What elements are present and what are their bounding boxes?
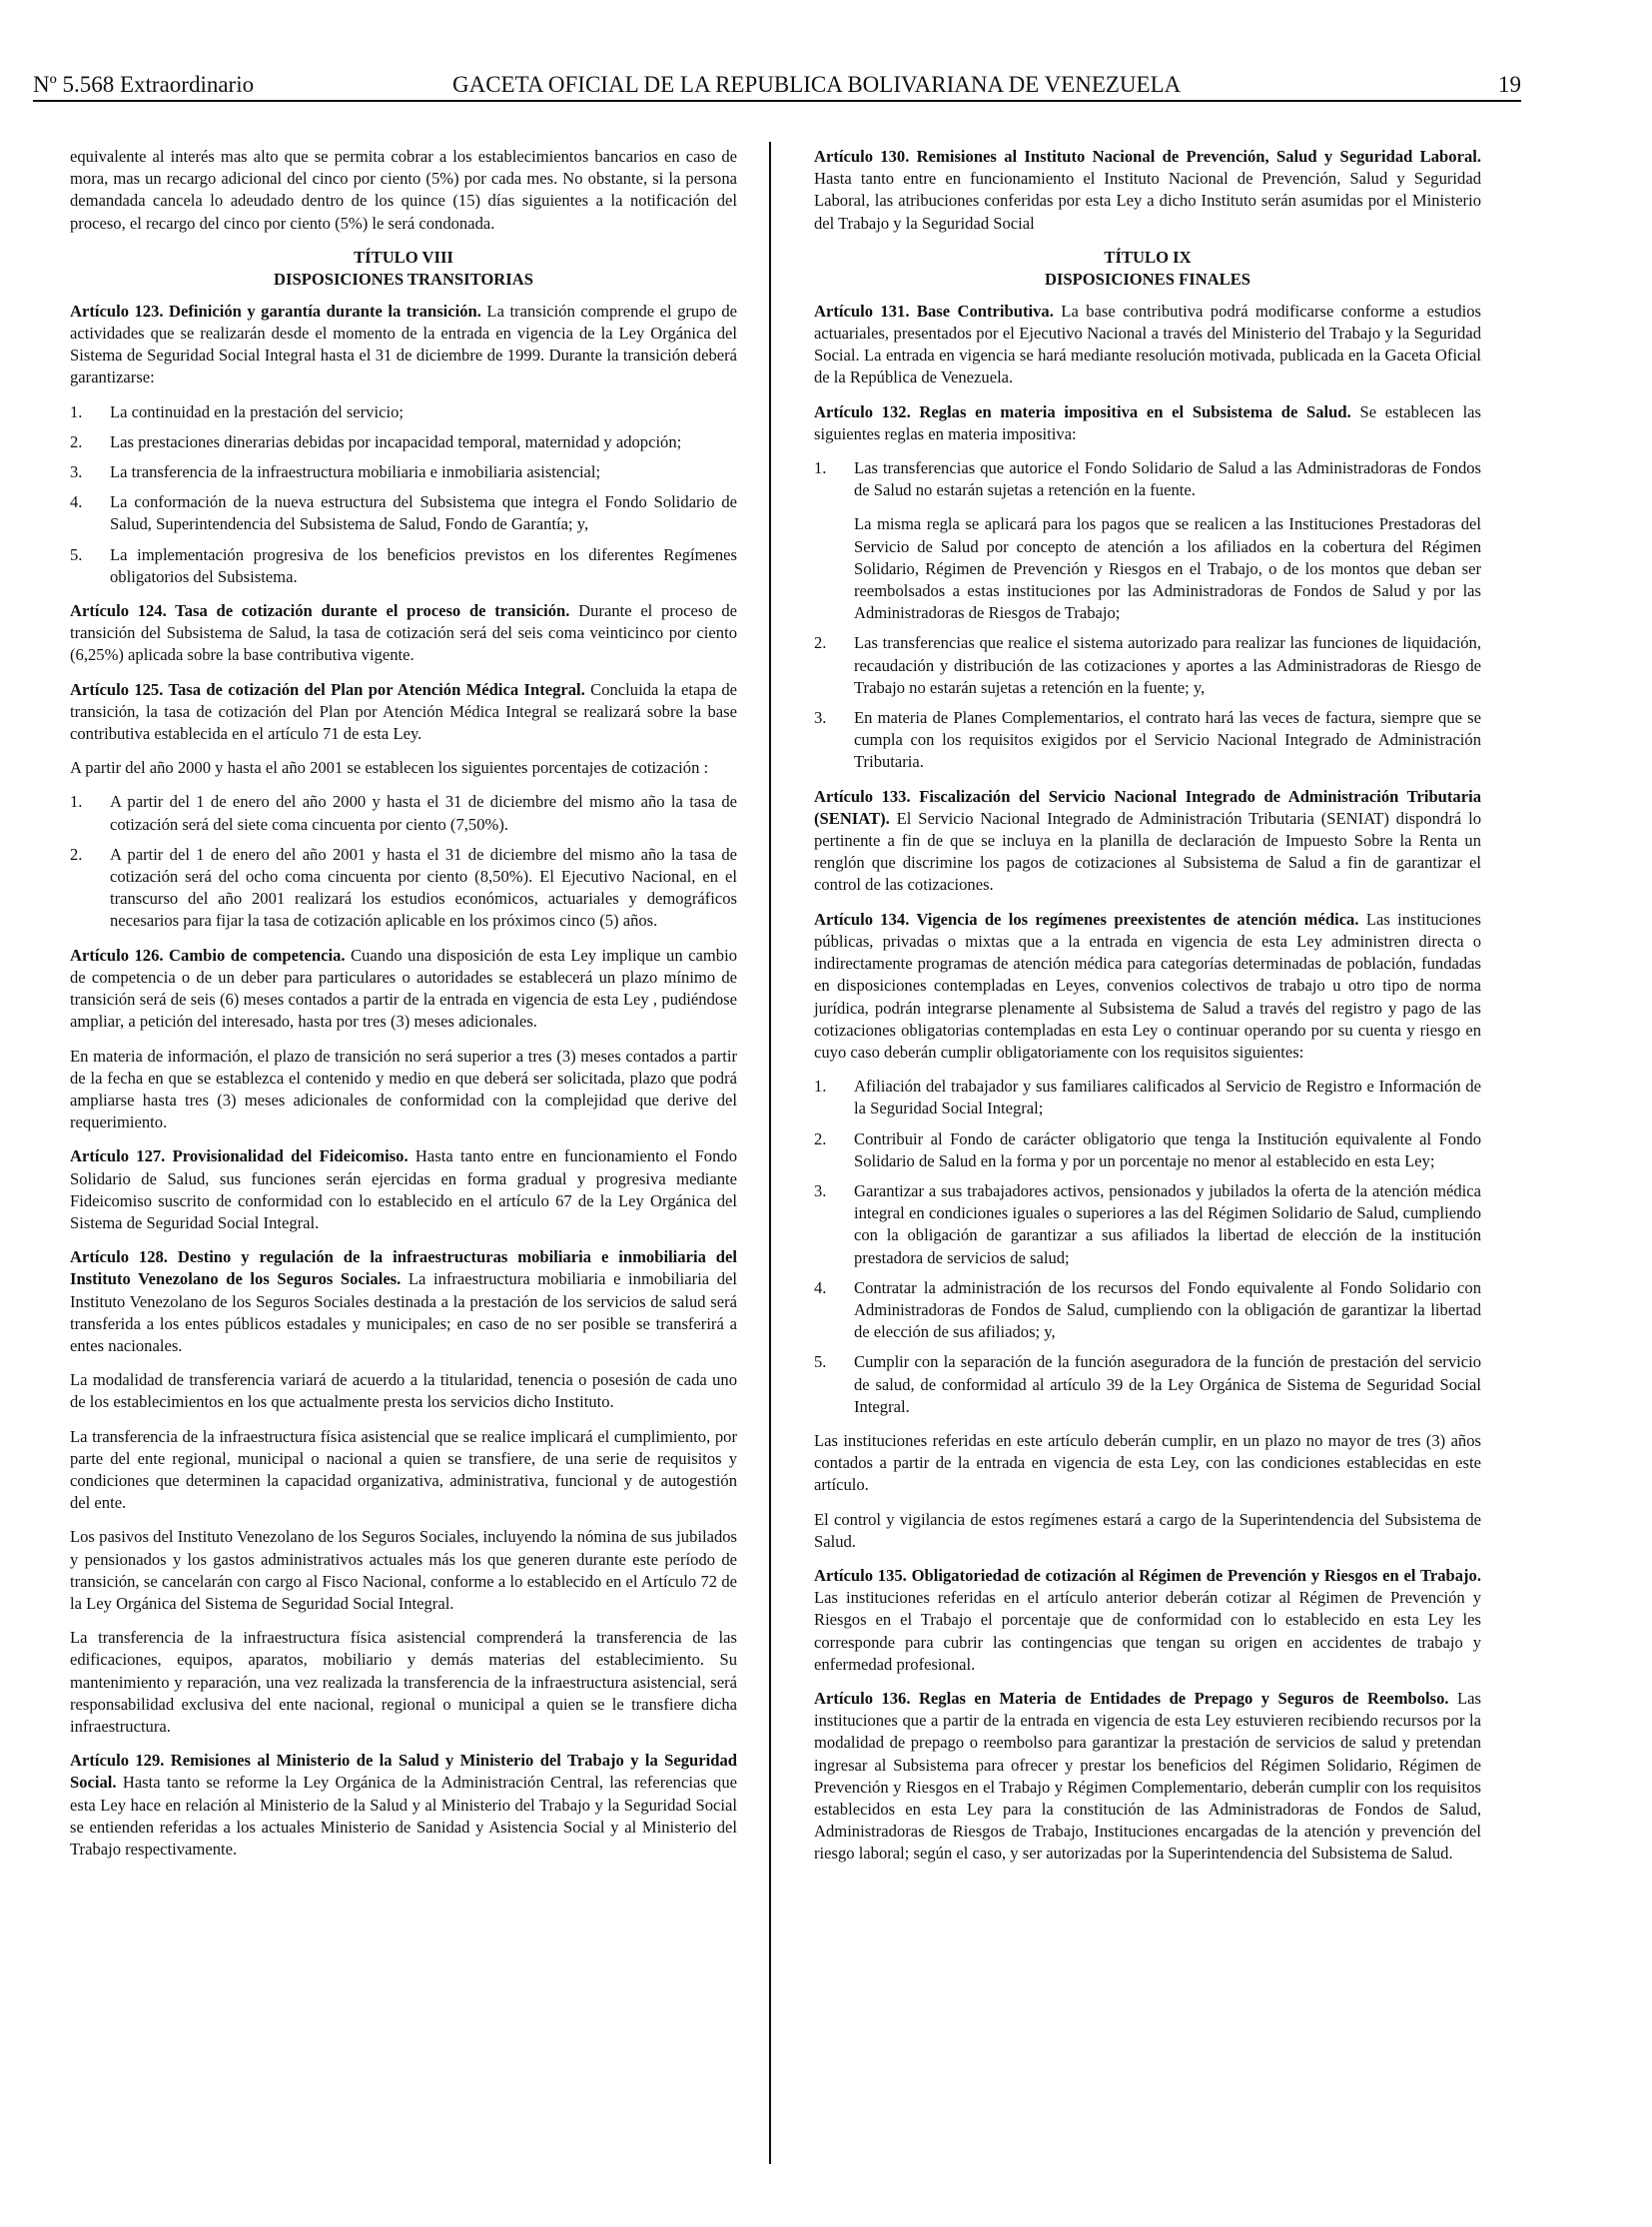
article-125-text: Concluida la etapa de transición, la tasa de cotización del Plan por Atención Médica Integral se realizará sobre la base contributiva establecida en el artículo 71 de esta Ley. [70,679,737,744]
article-134-heading: Artículo 134. Vigencia de los regímenes preexistentes de atención médica. [814,909,1359,929]
list-text: La transferencia de la infraestructura mobiliaria e inmobiliaria asistencial; [110,462,601,482]
article-124-heading: Artículo 124. Tasa de cotización durante el proceso de transición. [70,601,570,621]
article-127-text: Hasta tanto entre en funcionamiento el Fondo Solidario de Salud, sus funciones serán ejercidas en forma gradual y progresiva mediante Fideicomiso suscrito de conformidad con lo establecido en el artículo 67 de la Ley Orgánica del Sistema de Seguridad Social Integral. [70,1146,737,1232]
article-127-heading: Artículo 127. Provisionalidad del Fideicomiso. [70,1146,409,1166]
list-number: 4. [814,1277,827,1297]
article-128-paragraph-4: Los pasivos del Instituto Venezolano de los Seguros Sociales, incluyendo la nómina de sus jubilados y pensionados y los gastos administrativos actuales más los que generen durante este período de transición, se cancelarán con cargo al Fisco Nacional, conforme a lo establecido en el Artículo 72 de la Ley Orgánica del Sistema de Seguridad Social Integral. [70,1527,737,1613]
article-128-paragraph-3: La transferencia de la infraestructura física asistencial que se realice implicará el cumplimiento, por parte del ente regional, municipal o nacional a quien se transfiere, de una serie de requisitos y condiciones que determinen la capacidad organizativa, administrativa, funcional y de autogestión del ente. [70,1426,737,1513]
list-item [70,401,737,423]
article-132-list [814,457,1481,774]
article-123-list [70,401,737,588]
article-123-text: La transición comprende el grupo de actividades que se realizarán desde el momento de la entrada en vigencia de la Ley Orgánica del Sistema de Seguridad Social Integral hasta el 31 de diciembre de 1999. Durante la transición deberá garantizarse: [70,301,737,387]
list-number: 3. [814,708,827,728]
article-129 [70,1750,737,1860]
list-text: Las transferencias que realice el sistema autorizado para realizar las funciones de liquidación, recaudación y distribución de las cotizaciones y aportes a las Administradoras de Riesgo de Trabajo no estarán sujetas a retención en la fuente; y, [854,633,1481,697]
article-130-heading: Artículo 130. Remisiones al Instituto Nacional de Prevención, Salud y Seguridad Laboral. [814,147,1481,166]
article-130 [814,146,1481,235]
list-text: A partir del 1 de enero del año 2000 y hasta el 31 de diciembre del mismo año la tasa de cotización será del siete coma cincuenta por ciento (7,50%). [110,792,737,834]
list-text: Afiliación del trabajador y sus familiares calificados al Servicio de Registro e Información de la Seguridad Social Integral; [854,1077,1481,1118]
list-item [814,707,1481,774]
article-123 [70,301,737,389]
article-135-text: Las instituciones referidas en el artículo anterior deberán cotizar al Régimen de Prevención y Riesgos en el Trabajo el porcentaje que de conformidad con lo establecido en esta Ley les corresponde para cubrir las contingencias que tengan su origen en accidentes de trabajo y enfermedad profesional. [814,1588,1481,1674]
article-126-text: Cuando una disposición de esta Ley implique un cambio de competencia o de un deber para particulares o autoridades se establecerá un plazo mínimo de transición será de seis (6) meses contados a partir de la entrada en vigencia de esta Ley , pudiéndose ampliar, a petición del interesado, hasta por tres (3) meses adicionales. [70,945,737,1032]
article-127 [70,1145,737,1234]
article-132-heading: Artículo 132. Reglas en materia impositiva en el Subsistema de Salud. [814,401,1351,421]
intro-paragraph: equivalente al interés mas alto que se permita cobrar a los establecimientos bancarios en caso de mora, mas un recargo adicional del cinco por ciento (5%) por cada mes. No obstante, si la persona demandada cancela lo adeudado dentro de los quince (15) días siguientes a la notificación del proceso, el recargo del cinco por ciento (5%) le será condonada. [70,147,737,233]
list-item [70,791,737,835]
list-item [70,844,737,933]
article-126-heading: Artículo 126. Cambio de competencia. [70,945,346,965]
article-132-text: Se establecen las siguientes reglas en materia impositiva: [814,401,1481,443]
article-133-heading: Artículo 133. Fiscalización del Servicio Nacional Integrado de Administración Tributaria (SENIAT). [814,786,1481,828]
list-text-main: Las transferencias que autorice el Fondo Solidario de Salud a las Administradoras de Fondos de Salud no estarán sujetas a retención en la fuente. [854,458,1481,500]
list-text: Contratar la administración de los recursos del Fondo equivalente al Fondo Solidario con Administradoras de Fondos de Salud, cumpliendo con la obligación de garantizar la libertad de elección de sus afiliados; y, [854,1277,1481,1342]
article-135 [814,1565,1481,1676]
right-column [814,146,1481,1877]
list-text: Garantizar a sus trabajadores activos, pensionados y jubilados la oferta de la atención médica integral en condiciones iguales o superiores a las del Régimen Solidario de Salud, cumpliendo con la obligación de garantizar a sus afiliados la libertad de elección de la institución prestadora de servicios de salud; [854,1180,1481,1267]
list-item [70,491,737,535]
page-number: 19 [1498,72,1521,97]
article-129-heading: Artículo 129. Remisiones al Ministerio de la Salud y Ministerio del Trabajo y la Seguridad Social. [70,1751,737,1793]
list-item [814,1076,1481,1119]
article-136 [814,1688,1481,1865]
list-text: En materia de Planes Complementarios, el contrato hará las veces de factura, siempre que se cumpla con los requisitos exigidos por el Servicio Nacional Integrado de Administración Tributaria. [854,708,1481,772]
list-item [814,457,1481,624]
list-number: 3. [814,1180,827,1200]
list-text-continuation: La misma regla se aplicará para los pagos que se realicen a las Instituciones Prestadoras del Servicio de Salud por concepto de atención a los afiliados en la cobertura del Régimen Solidario, Régimen de Prevención y Riesgos en el Trabajo, o de los montos que deban ser reembolsados a estas instituciones por las Administradoras de Fondos de Salud y por las Administradoras de Riesgos de Trabajo; [854,514,1481,623]
list-item [814,1128,1481,1172]
article-128-heading: Artículo 128. Destino y regulación de la infraestructuras mobiliaria e inmobiliaria del Instituto Venezolano de los Seguros Sociales. [70,1247,737,1289]
issue-number: Nº 5.568 Extraordinario [33,72,255,97]
title-viii-subheading: DISPOSICIONES TRANSITORIAS [274,269,533,289]
title-viii [70,247,737,291]
article-131 [814,301,1481,389]
article-123-heading: Artículo 123. Definición y garantía durante la transición. [70,301,481,321]
list-number: 5. [814,1352,827,1372]
list-number: 4. [70,492,83,512]
article-124 [70,600,737,667]
list-item [814,1277,1481,1344]
article-128-paragraph-2: La modalidad de transferencia variará de acuerdo a la titularidad, tenencia o posesión de cada uno de los establecimientos en los que actualmente presta los servicios dicho Instituto. [70,1370,737,1412]
article-124-text: Durante el proceso de transición del Subsistema de Salud, la tasa de cotización será del seis coma veinticinco por ciento (6,25%) aplicada sobre la base contributiva vigente. [70,601,738,665]
list-number: 1. [814,1077,827,1097]
article-136-heading: Artículo 136. Reglas en Materia de Entidades de Prepago y Seguros de Reembolso. [814,1688,1449,1708]
title-viii-heading: TÍTULO VIII [354,247,453,267]
article-126-paragraph-2: En materia de información, el plazo de transición no será superior a tres (3) meses contados a partir de la fecha en que se establezca el contenido y medio en que deberá ser solicitada, plazo que podrá ampliarse hasta tres (3) meses adicionales de conformidad con la complejidad que derive del requerimiento. [70,1046,737,1132]
list-text: La implementación progresiva de los beneficios previstos en los diferentes Regímenes obligatorios del Subsistema. [110,544,737,586]
list-item [70,461,737,483]
list-number: 1. [814,458,827,478]
list-text: Cumplir con la separación de la función aseguradora de la función de prestación del servicio de salud, de conformidad al artículo 39 de la Ley Orgánica de Sistema de Seguridad Social Integral. [854,1352,1481,1416]
list-number: 5. [70,544,83,564]
list-number: 2. [70,431,83,451]
article-128-text: La infraestructura mobiliaria e inmobiliaria del Instituto Venezolano de los Seguros Sociales destinada a la prestación de los servicios de salud será transferida a los entes públicos estadales y municipales; en caso de no ser posible se transferirá a entes nacionales. [70,1269,738,1355]
list-item [70,544,737,588]
article-125-list [70,791,737,932]
article-129-text: Hasta tanto se reforme la Ley Orgánica de la Administración Central, las referencias que esta Ley hace en relación al Ministerio de la Salud y al Ministerio del Trabajo y la Seguridad Social se entienden referidas a los actuales Ministerio de Sanidad y Asistencia Social y al Ministerio del Trabajo respectivamente. [70,1773,737,1858]
list-number: 1. [70,792,83,812]
article-128 [70,1246,737,1357]
article-125-heading: Artículo 125. Tasa de cotización del Plan por Atención Médica Integral. [70,679,585,699]
list-item [814,1180,1481,1269]
title-ix-heading: TÍTULO IX [1104,247,1192,267]
article-126 [70,945,737,1034]
list-text: Las prestaciones dinerarias debidas por incapacidad temporal, maternidad y adopción; [110,431,682,451]
article-134-text: Las instituciones públicas, privadas o mixtas que a la entrada en vigencia de esta Ley administren directa o indirectamente programas de atención médica para categorías determinadas de población, fundadas en disposiciones contempladas en Leyes, convenios colectivos de trabajo u otro tipo de norma jurídica, podrán integrarse plenamente al Subsistema de Salud a través del registro y pago de las cotizaciones obligatorias contempladas en esta Ley o continuar operando por su cuenta y riesgo en cuyo caso deberán cumplir obligatoriamente con los requisitos siguientes: [814,909,1482,1062]
list-number: 2. [814,633,827,653]
article-132 [814,401,1481,445]
list-number: 3. [70,462,83,482]
article-134-paragraph-2: Las instituciones referidas en este artículo deberán cumplir, en un plazo no mayor de tres (3) años contados a partir de la entrada en vigencia de esta Ley, con las condiciones establecidas en este artículo. [814,1430,1481,1495]
column-divider [769,142,771,2164]
article-128-paragraph-5: La transferencia de la infraestructura física asistencial comprenderá la transferencia de las edificaciones, equipos, aparatos, mobiliario y demás materias del establecimiento. Su mantenimiento y reparación, una vez realizada la transferencia de la infraestructura asistencial, será responsabilidad exclusiva del ente nacional, regional o municipal a quien se le transfiere dicha infraestructura. [70,1628,737,1736]
list-number: 2. [70,844,83,864]
list-text: A partir del 1 de enero del año 2001 y hasta el 31 de diciembre del mismo año la tasa de cotización será del ocho coma cincuenta por ciento (8,50%). El Ejecutivo Nacional, en el transcurso del año 2001 realizará los estudios económicos, actuariales y demográficos necesarios para fijar la tasa de cotización aplicable en los próximos cinco (5) años. [110,844,737,931]
article-131-heading: Artículo 131. Base Contributiva. [814,301,1054,321]
list-number: 2. [814,1128,827,1148]
list-number: 1. [70,401,83,421]
list-item [814,1351,1481,1418]
article-125-paragraph-2: A partir del año 2000 y hasta el año 2001 se establecen los siguientes porcentajes de cotización : [70,758,709,778]
article-134-paragraph-3: El control y vigilancia de estos regímenes estará a cargo de la Superintendencia del Subsistema de Salud. [814,1509,1481,1551]
list-item [70,431,737,453]
article-130-text: Hasta tanto entre en funcionamiento el Instituto Nacional de Prevención, Salud y Seguridad Laboral, las atribuciones conferidas por esta Ley a dicho Instituto serán asumidas por el Ministerio del Trabajo y la Seguridad Social [814,169,1481,233]
list-text: La conformación de la nueva estructura del Subsistema que integra el Fondo Solidario de Salud, Superintendencia del Subsistema de Salud, Fondo de Garantía; y, [110,492,737,534]
page-header [33,70,1521,102]
article-135-heading: Artículo 135. Obligatoriedad de cotización al Régimen de Prevención y Riesgos en el Trabajo. [814,1565,1481,1585]
article-125 [70,679,737,746]
gazette-title: GACETA OFICIAL DE LA REPUBLICA BOLIVARIANA DE VENEZUELA [452,72,1182,97]
article-134-list [814,1076,1481,1418]
list-text [854,457,1481,624]
article-133 [814,786,1481,897]
left-column [70,146,737,1872]
article-134 [814,909,1481,1064]
title-ix-subheading: DISPOSICIONES FINALES [1044,269,1251,289]
article-131-text: La base contributiva podrá modificarse conforme a estudios actuariales, presentados por el Ejecutivo Nacional a través del Ministerio del Trabajo y la Seguridad Social. La entrada en vigencia se hará mediante resolución motivada, publicada en la Gaceta Oficial de la República de Venezuela. [814,301,1481,387]
list-text: La continuidad en la prestación del servicio; [110,401,404,421]
article-136-text: Las instituciones que a partir de la entrada en vigencia de esta Ley estuvieren recibiendo recursos por la modalidad de prepago o reembolso para garantizar la prestación de servicios de salud y pretendan ingresar al Subsistema para ofrecer y prestar los beneficios del Régimen Solidario, Régimen de Prevención y Riesgos en el Trabajo y Régimen Complementario, deberán cumplir con los requisitos establecidos en esta Ley para la constitución de las Administradoras de Fondos de Salud, Administradoras de Riesgos de Trabajo, Instituciones encargadas de la atención y prevención del riesgo laboral; según el caso, y ser autorizadas por la Superintendencia del Subsistema de Salud. [814,1688,1481,1863]
article-133-text: El Servicio Nacional Integrado de Administración Tributaria (SENIAT) dispondrá lo pertinente a fin de que se incluya en la planilla de declaración de Impuesto Sobre la Renta un renglón que discrimine los pagos de cotizaciones al Subsistema de Salud a fin de garantizar el control de las cotizaciones. [814,808,1481,895]
title-ix [814,247,1481,291]
list-text: Contribuir al Fondo de carácter obligatorio que tenga la Institución equivalente al Fondo Solidario de Salud en la forma y por un porcentaje no menor al establecido en esta Ley; [854,1128,1481,1170]
list-item [814,632,1481,699]
